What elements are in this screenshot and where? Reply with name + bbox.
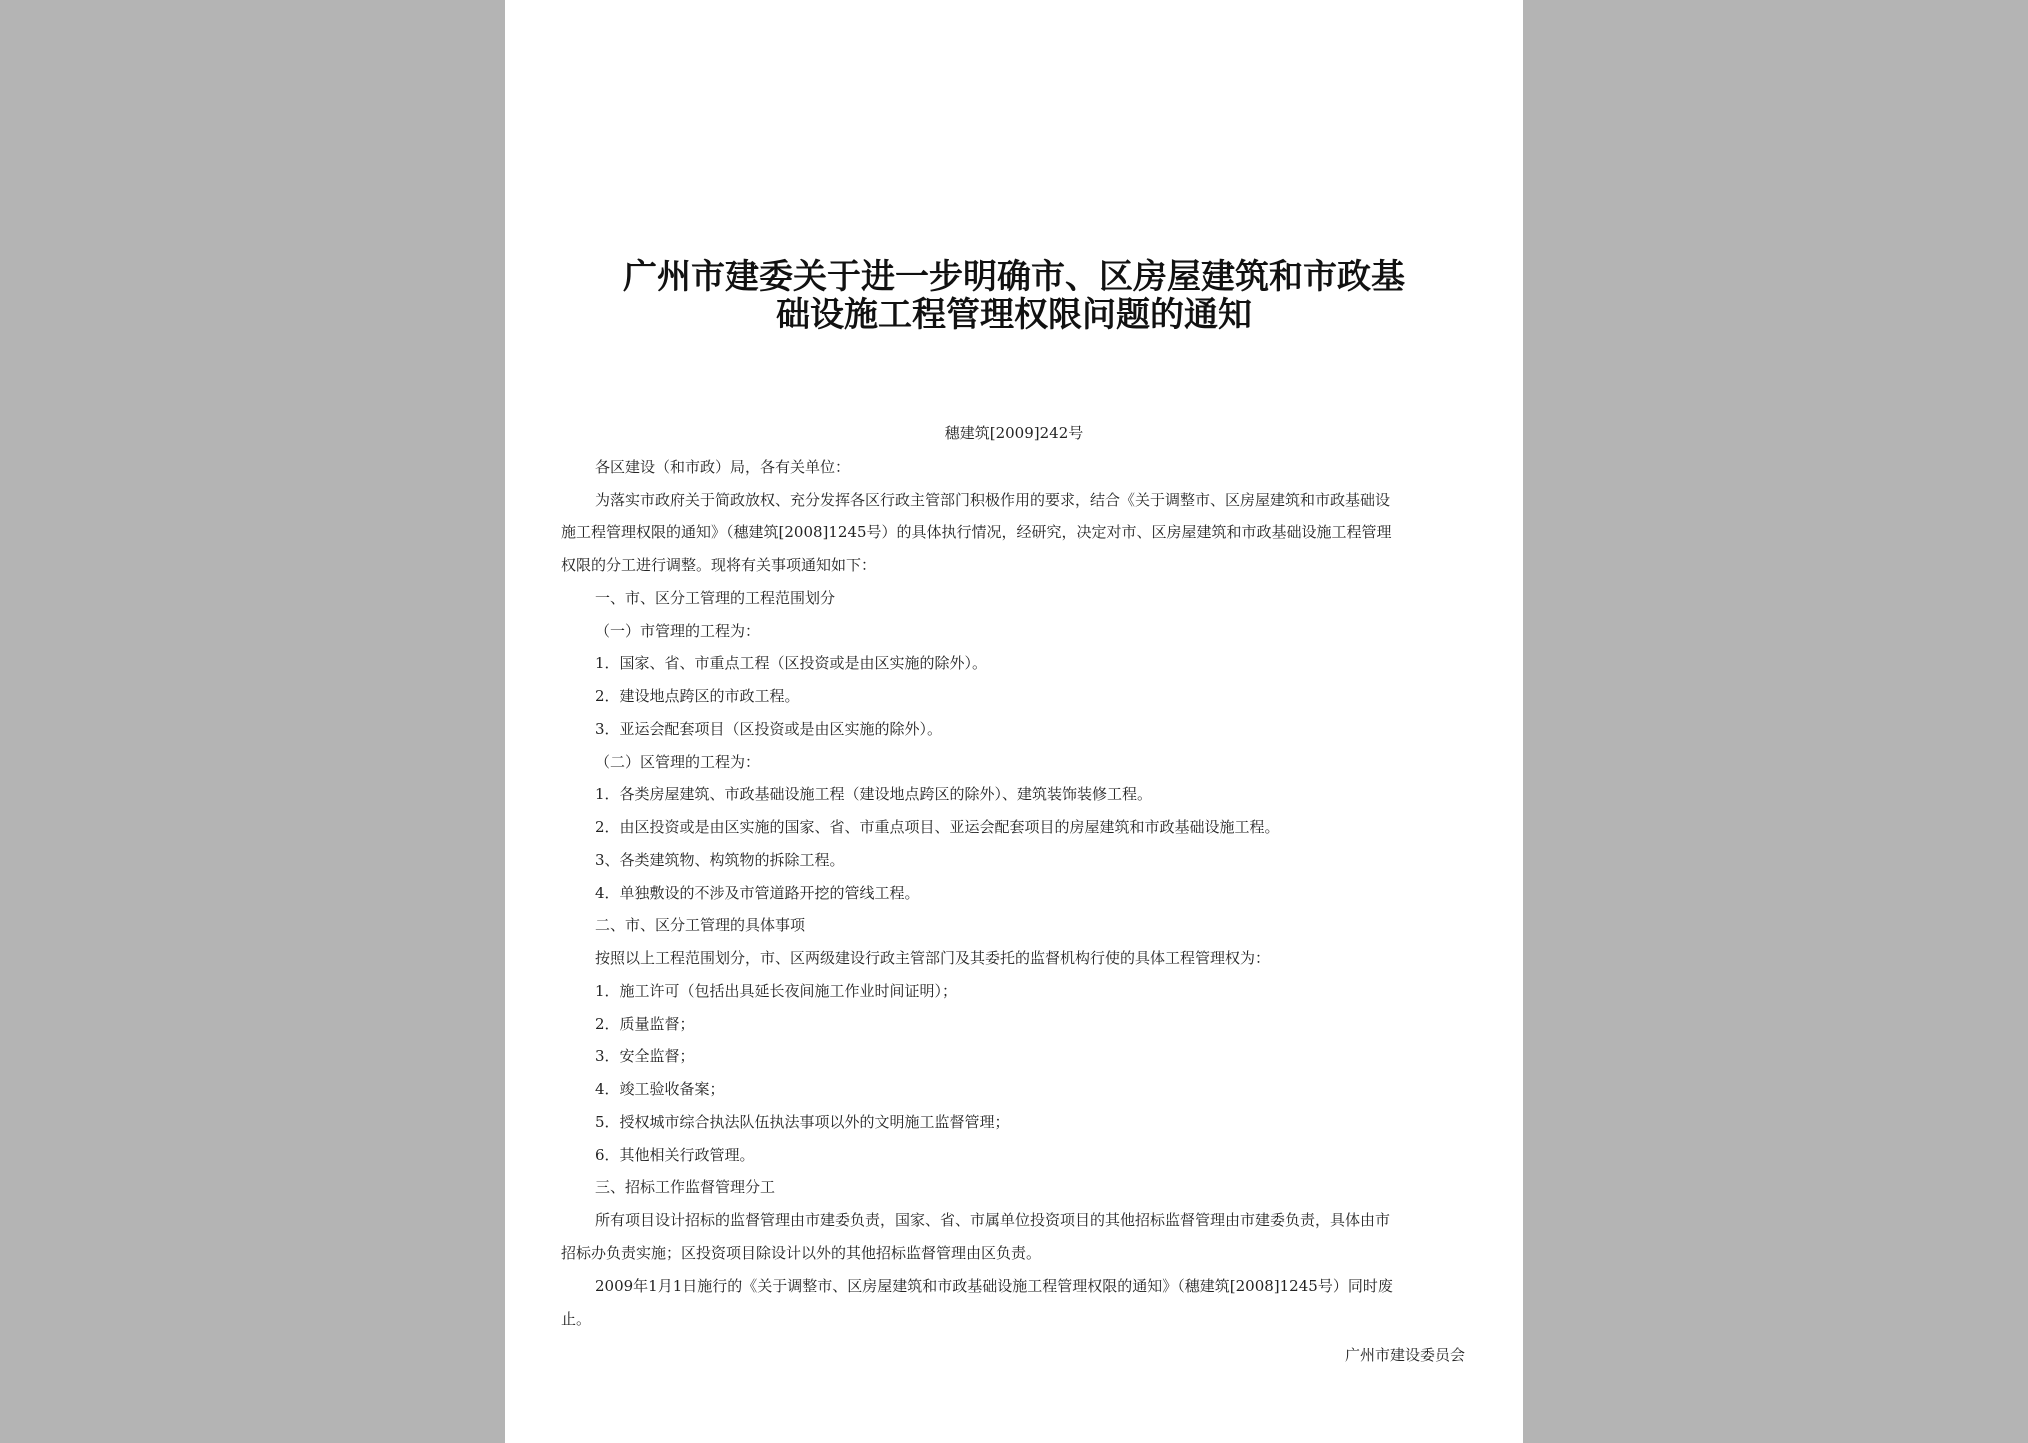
body-line: 2009年1月1日施行的《关于调整市、区房屋建筑和市政基础设施工程管理权限的通知》（穗建筑[2008]1245号）同时废 [595, 1277, 1393, 1295]
list-item: 3．亚运会配套项目（区投资或是由区实施的除外）。 [595, 720, 943, 738]
body-line: 为落实市政府关于简政放权、充分发挥各区行政主管部门积极作用的要求，结合《关于调整市、区房屋建筑和市政基础设 [595, 491, 1391, 509]
body-line: 止。 [561, 1310, 592, 1328]
title-line-2: 础设施工程管理权限问题的通知 [776, 295, 1252, 335]
body-line: 所有项目设计招标的监督管理由市建委负责，国家、省、市属单位投资项目的其他招标监督管理由市建委负责，具体由市 [595, 1211, 1391, 1229]
signature: 广州市建设委员会 [1344, 1346, 1465, 1364]
body-line: 招标办负责实施；区投资项目除设计以外的其他招标监督管理由区负责。 [561, 1244, 1042, 1262]
document-page [505, 0, 1523, 1443]
body-line: 权限的分工进行调整。现将有关事项通知如下： [561, 556, 877, 574]
list-item: 4．单独敷设的不涉及市管道路开挖的管线工程。 [595, 884, 920, 902]
list-item: 2．建设地点跨区的市政工程。 [595, 687, 800, 705]
body-line: 各区建设（和市政）局，各有关单位： [595, 458, 851, 476]
section-heading: 一、市、区分工管理的工程范围划分 [595, 589, 836, 607]
list-item: 5．授权城市综合执法队伍执法事项以外的文明施工监督管理； [595, 1113, 1010, 1131]
subsection-heading: （二）区管理的工程为： [595, 753, 761, 771]
list-item: 1．施工许可（包括出具延长夜间施工作业时间证明）； [595, 982, 958, 1000]
list-item: 4．竣工验收备案； [595, 1080, 725, 1098]
document-number: 穗建筑[2009]242号 [944, 424, 1084, 442]
list-item: 3．安全监督； [595, 1047, 695, 1065]
body-line: 按照以上工程范围划分，市、区两级建设行政主管部门及其委托的监督机构行使的具体工程管理权为： [595, 949, 1271, 967]
list-item: 1．国家、省、市重点工程（区投资或是由区实施的除外）。 [595, 654, 988, 672]
title-line-1: 广州市建委关于进一步明确市、区房屋建筑和市政基 [623, 257, 1405, 297]
list-item: 1．各类房屋建筑、市政基础设施工程（建设地点跨区的除外）、建筑装饰装修工程。 [595, 785, 1153, 803]
body-line: 施工程管理权限的通知》（穗建筑[2008]1245号）的具体执行情况，经研究，决定对市、区房屋建筑和市政基础设施工程管理 [561, 523, 1392, 541]
section-heading: 三、招标工作监督管理分工 [595, 1178, 776, 1196]
list-item: 6．其他相关行政管理。 [595, 1146, 755, 1164]
document-title [565, 258, 1463, 334]
list-item: 2．由区投资或是由区实施的国家、省、市重点项目、亚运会配套项目的房屋建筑和市政基础设施工程。 [595, 818, 1280, 836]
subsection-heading: （一）市管理的工程为： [595, 622, 761, 640]
list-item: 2．质量监督； [595, 1015, 695, 1033]
section-heading: 二、市、区分工管理的具体事项 [595, 916, 806, 934]
list-item: 3、各类建筑物、构筑物的拆除工程。 [595, 851, 845, 869]
